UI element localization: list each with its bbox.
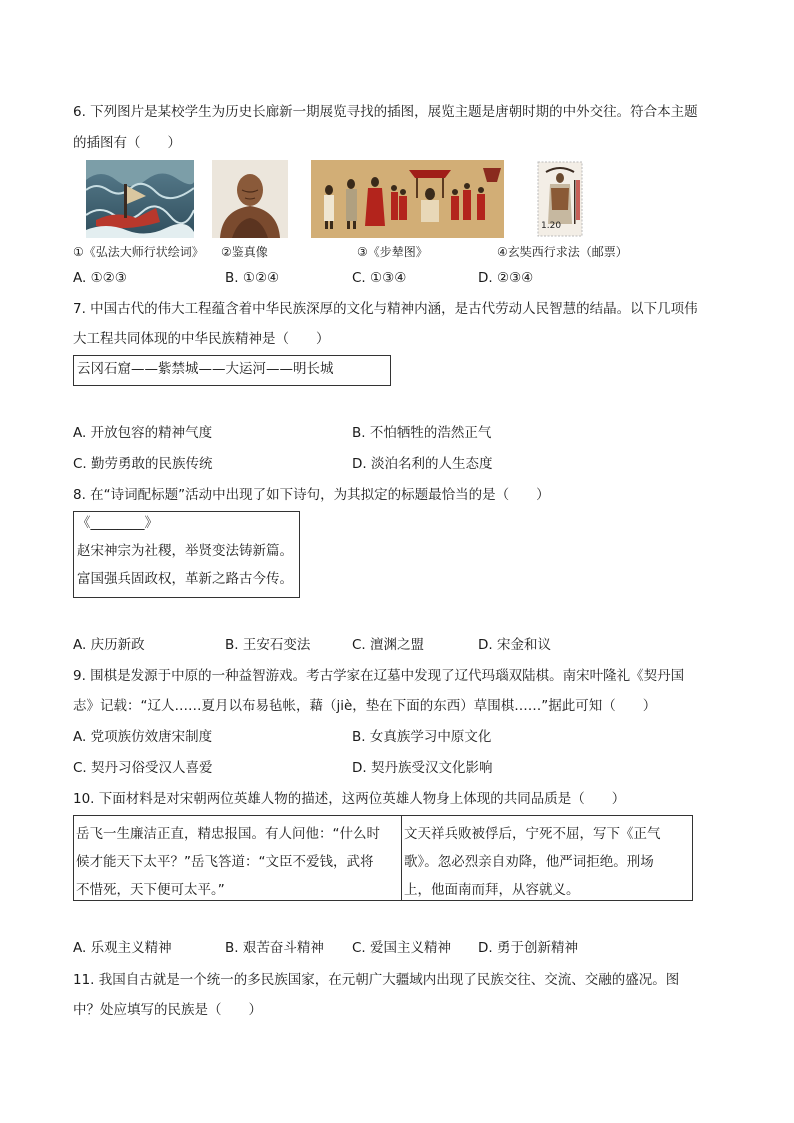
xuanzang-stamp-image <box>536 160 584 238</box>
q6-option-b[interactable]: B. ①②④ <box>225 270 280 286</box>
q8-option-d[interactable]: D. 宋金和议 <box>478 637 551 653</box>
q10-option-d[interactable]: D. 勇于创新精神 <box>478 940 578 956</box>
q10-left-line1: 岳飞一生廉洁正直，精忠报国。有人问他：“什么时 <box>76 826 380 842</box>
q10-yuefei-cell <box>74 816 402 900</box>
q6-option-a[interactable]: A. ①②③ <box>73 270 127 286</box>
q10-left-line2: 候才能天下太平？”岳飞答道：“文臣不爱钱，武将 <box>76 854 374 870</box>
caption-4: ④玄奘西行求法（邮票） <box>497 245 628 259</box>
q11-stem-line2: 中？处应填写的民族是（ ） <box>73 1002 262 1018</box>
stamp-value: 1.20 <box>541 221 562 231</box>
q8-poem-title: 《________》 <box>77 515 158 531</box>
q7-option-d[interactable]: D. 淡泊名利的人生态度 <box>352 456 493 472</box>
q10-right-line2: 歌》。忽必烈亲自劝降，他严词拒绝。刑场 <box>404 854 654 870</box>
q7-option-c[interactable]: C. 勤劳勇敢的民族传统 <box>73 456 213 472</box>
caption-2: ②鉴真像 <box>221 245 268 259</box>
q7-option-b[interactable]: B. 不怕牺牲的浩然正气 <box>352 425 492 441</box>
q9-option-d[interactable]: D. 契丹族受汉文化影响 <box>352 760 493 776</box>
q6-stem-line1: 6. 下列图片是某校学生为历史长廊新一期展览寻找的插图，展览主题是唐朝时期的中外交往。符合本主题 <box>73 104 698 120</box>
q8-option-b[interactable]: B. 王安石变法 <box>225 637 311 653</box>
q9-stem-line1: 9. 围棋是发源于中原的一种益智游戏。考古学家在辽墓中发现了辽代玛瑙双陆棋。南宋叶隆礼《契丹国 <box>73 668 685 684</box>
q10-option-b[interactable]: B. 艰苦奋斗精神 <box>225 940 324 956</box>
q9-option-a[interactable]: A. 党项族仿效唐宋制度 <box>73 729 213 745</box>
q10-right-line1: 文天祥兵败被俘后，宁死不屈，写下《正气 <box>404 826 661 842</box>
q10-option-c[interactable]: C. 爱国主义精神 <box>352 940 452 956</box>
q8-poem-line2: 富国强兵固政权，革新之路古今传。 <box>77 571 293 587</box>
q8-option-c[interactable]: C. 澶渊之盟 <box>352 637 425 653</box>
caption-3: ③《步辇图》 <box>357 245 428 259</box>
q10-material-table <box>73 815 693 901</box>
bunian-painting-image <box>311 160 504 238</box>
q10-option-a[interactable]: A. 乐观主义精神 <box>73 940 172 956</box>
caption-1: ①《弘法大师行状绘词》 <box>73 245 204 259</box>
q8-stem-line1: 8. 在“诗词配标题”活动中出现了如下诗句，为其拟定的标题最恰当的是（ ） <box>73 487 550 503</box>
q7-stem-line2: 大工程共同体现的中华民族精神是（ ） <box>73 331 330 347</box>
q11-stem-line1: 11. 我国自古就是一个统一的多民族国家，在元朝广大疆域内出现了民族交往、交流、交融的盛况。图 <box>73 972 680 988</box>
q9-stem-line2: 志》记载：“辽人……夏月以布易毡帐，藉（jiè，垫在下面的东西）草围棋……”据此可知（ ） <box>73 698 657 714</box>
q9-option-c[interactable]: C. 契丹习俗受汉人喜爱 <box>73 760 213 776</box>
ship-painting-image <box>86 160 194 238</box>
q8-poem-line1: 赵宋神宗为社稷，举贤变法铸新篇。 <box>77 543 293 559</box>
q7-stem-line1: 7. 中国古代的伟大工程蕴含着中华民族深厚的文化与精神内涵，是古代劳动人民智慧的结晶。以下几项伟 <box>73 301 698 317</box>
q10-wentianxiang-cell <box>402 816 692 900</box>
q6-option-c[interactable]: C. ①③④ <box>352 270 407 286</box>
q9-option-b[interactable]: B. 女真族学习中原文化 <box>352 729 492 745</box>
q7-option-a[interactable]: A. 开放包容的精神气度 <box>73 425 213 441</box>
q8-poem-box <box>73 511 300 598</box>
q7-material-text: 云冈石窟——紫禁城——大运河——明长城 <box>77 361 334 377</box>
jianzhen-statue-image <box>212 160 288 238</box>
q7-material-box <box>73 355 391 386</box>
q6-stem-line2: 的插图有（ ） <box>73 135 181 151</box>
q6-option-d[interactable]: D. ②③④ <box>478 270 534 286</box>
q8-option-a[interactable]: A. 庆历新政 <box>73 637 145 653</box>
q10-stem-line1: 10. 下面材料是对宋朝两位英雄人物的描述，这两位英雄人物身上体现的共同品质是（ ） <box>73 791 626 807</box>
q10-right-line3: 上，他面南而拜，从容就义。 <box>404 882 580 898</box>
q10-left-line3: 不惜死，天下便可太平。” <box>76 882 225 898</box>
